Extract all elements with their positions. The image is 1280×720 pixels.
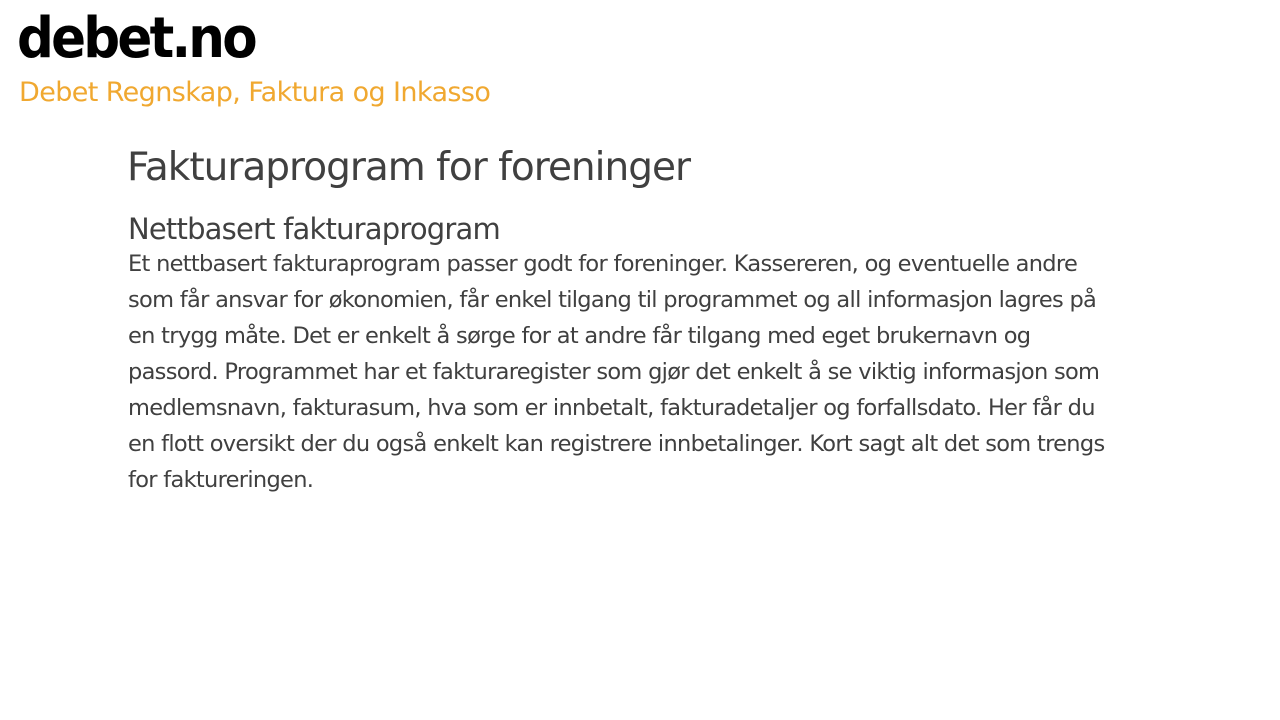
body-paragraph: Et nettbasert fakturaprogram passer godt for foreninger. Kassereren, og eventuelle andre som får ansvar for økonomien, får enkel tilgang til programmet og all informasjon lagres på en trygg måte. Det er enkelt å sørge for at andre får tilgang med eget brukernavn og passord. Programmet har et fakturaregister som gjør det enkelt å se viktig informasjon som medlemsnavn, fakturasum, hva som er innbetalt, fakturadetaljer og forfallsdato. Her får du en flott oversikt der du også enkelt kan registrere innbetalinger. Kort sagt alt det som trengs for faktureringen. xyxy=(128,251,1105,493)
site-logo[interactable]: debet.no xyxy=(17,6,255,71)
main-content xyxy=(127,144,1127,498)
site-tagline: Debet Regnskap, Faktura og Inkasso xyxy=(19,77,491,108)
page-title: Fakturaprogram for foreninger xyxy=(127,145,690,190)
section-heading: Nettbasert fakturaprogram xyxy=(128,212,500,246)
